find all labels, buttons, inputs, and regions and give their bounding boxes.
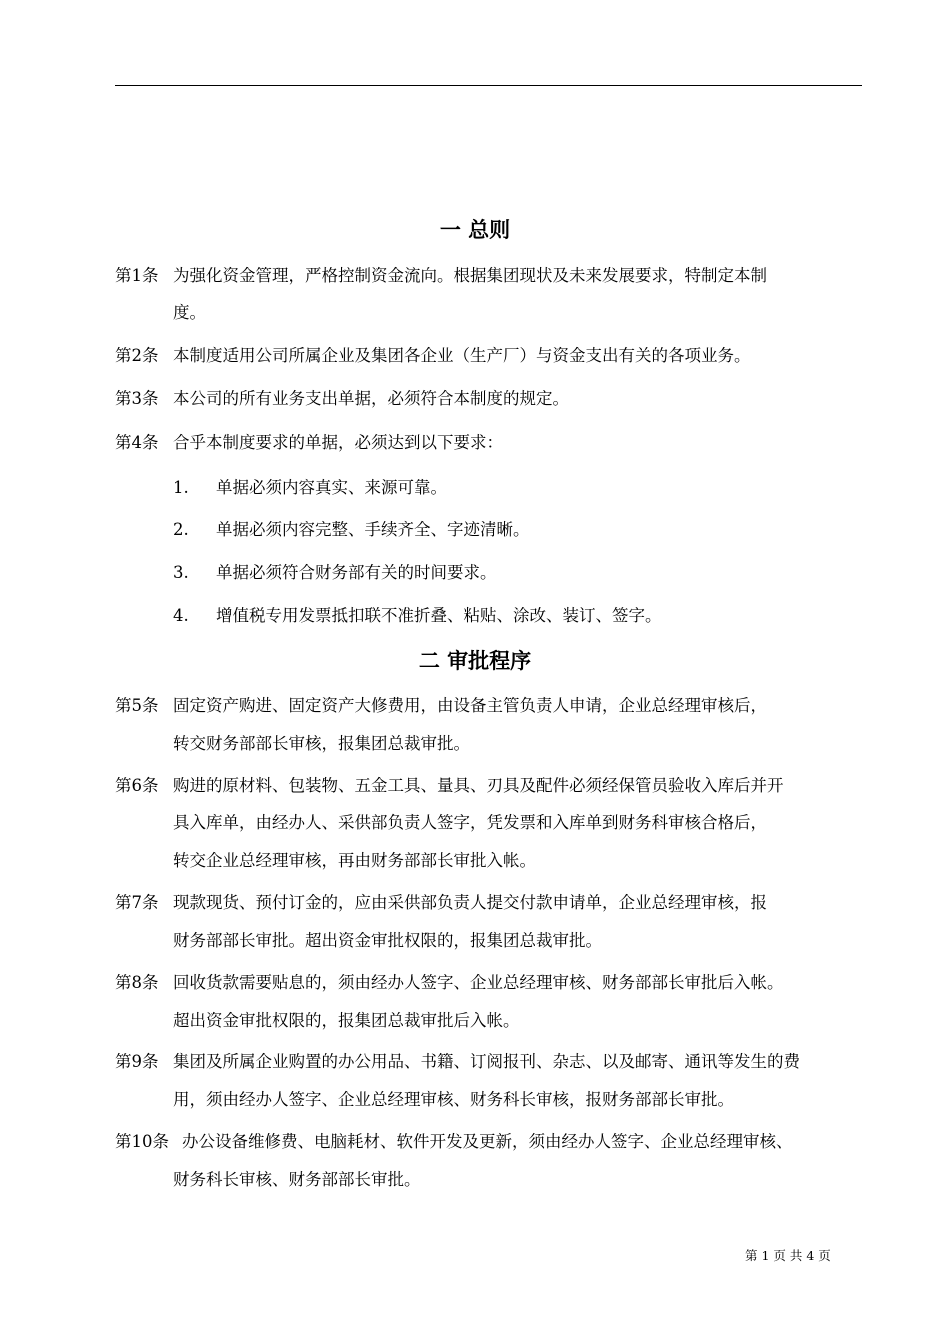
list-item-text: 单据必须符合财务部有关的时间要求。 <box>216 563 497 582</box>
article-text-line: 现款现货、预付订金的，应由采供部负责人提交付款申请单，企业总经理审核，报 <box>173 893 767 912</box>
article-text-line: 为强化资金管理，严格控制资金流向。根据集团现状及未来发展要求，特制定本制 <box>173 266 767 285</box>
article-label: 第8条 <box>115 973 159 992</box>
article-text-line: 财务部部长审批。超出资金审批权限的，报集团总裁审批。 <box>173 931 602 950</box>
list-item-number: 3. <box>173 563 189 582</box>
list-item-text: 增值税专用发票抵扣联不准折叠、粘贴、涂改、装订、签字。 <box>216 606 662 625</box>
section-heading-approval: 二 审批程序 <box>418 649 532 673</box>
article-text-line: 回收货款需要贴息的，须由经办人签字、企业总经理审核、财务部部长审批后入帐。 <box>173 973 784 992</box>
article-text-line: 超出资金审批权限的，报集团总裁审批后入帐。 <box>173 1011 520 1030</box>
article-text-line: 转交财务部部长审核，报集团总裁审批。 <box>173 734 470 753</box>
article-text-line: 购进的原材料、包装物、五金工具、量具、刃具及配件必须经保管员验收入库后并开 <box>173 776 784 795</box>
article-text-line: 本公司的所有业务支出单据，必须符合本制度的规定。 <box>173 389 569 408</box>
article-label: 第4条 <box>115 433 159 452</box>
article-text-line: 用，须由经办人签字、企业总经理审核、财务科长审核，报财务部部长审批。 <box>173 1090 734 1109</box>
page-number: 第 1 页 共 4 页 <box>745 1248 831 1263</box>
header-rule <box>115 85 862 86</box>
article-label: 第1条 <box>115 266 159 285</box>
article-label: 第2条 <box>115 346 159 365</box>
list-item-number: 1. <box>173 478 189 497</box>
list-item-text: 单据必须内容真实、来源可靠。 <box>216 478 447 497</box>
article-label: 第5条 <box>115 696 159 715</box>
list-item-number: 4. <box>173 606 189 625</box>
article-text-line: 转交企业总经理审核，再由财务部部长审批入帐。 <box>173 851 536 870</box>
article-label: 第7条 <box>115 893 159 912</box>
article-text-line: 固定资产购进、固定资产大修费用，由设备主管负责人申请，企业总经理审核后， <box>173 696 767 715</box>
list-item-text: 单据必须内容完整、手续齐全、字迹清晰。 <box>216 520 530 539</box>
article-text-line: 财务科长审核、财务部部长审批。 <box>173 1170 421 1189</box>
article-text-line: 具入库单，由经办人、采供部负责人签字，凭发票和入库单到财务科审核合格后， <box>173 813 767 832</box>
article-text-line: 合乎本制度要求的单据，必须达到以下要求： <box>173 433 503 452</box>
article-label: 第3条 <box>115 389 159 408</box>
article-text-line: 集团及所属企业购置的办公用品、书籍、订阅报刊、杂志、以及邮寄、通讯等发生的费 <box>173 1052 800 1071</box>
article-label: 第6条 <box>115 776 159 795</box>
article-text-line: 度。 <box>173 303 206 322</box>
article-text-line: 本制度适用公司所属企业及集团各企业（生产厂）与资金支出有关的各项业务。 <box>173 346 751 365</box>
section-heading-general: 一 总则 <box>439 218 511 242</box>
article-label: 第10条 <box>115 1132 169 1151</box>
list-item-number: 2. <box>173 520 189 539</box>
article-text-line: 办公设备维修费、电脑耗材、软件开发及更新，须由经办人签字、企业总经理审核、 <box>182 1132 793 1151</box>
article-label: 第9条 <box>115 1052 159 1071</box>
